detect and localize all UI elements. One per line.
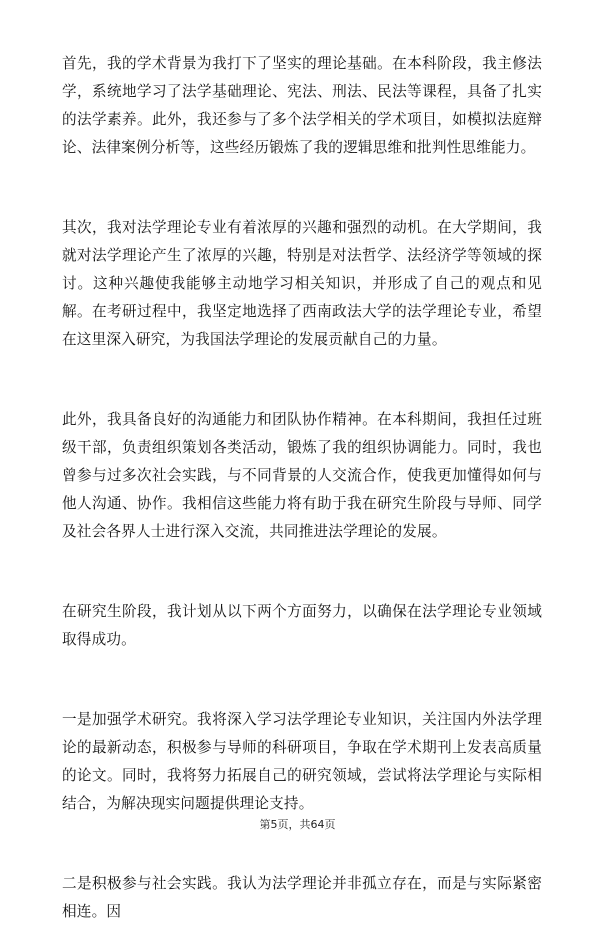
paragraph-graduate-plan: 在研究生阶段，我计划从以下两个方面努力，以确保在法学理论专业领域取得成功。	[62, 603, 542, 648]
paragraph-social-practice: 二是积极参与社会实践。我认为法学理论并非孤立存在，而是与实际紧密相连。因	[62, 875, 542, 920]
document-body	[62, 50, 542, 926]
paragraph-interest-motivation: 其次，我对法学理论专业有着浓厚的兴趣和强烈的动机。在大学期间，我就对法学理论产生了浓厚的兴趣，特别是对法哲学、法经济学等领域的探讨。这种兴趣使我能够主动地学习相关知识，并形成了自己的观点和见解。在考研过程中，我坚定地选择了西南政法大学的法学理论专业，希望在这里深入研究，为我国法学理论的发展贡献自己的力量。	[62, 219, 542, 348]
paragraph-academic-research: 一是加强学术研究。我将深入学习法学理论专业知识，关注国内外法学理论的最新动态，积极参与导师的科研项目，争取在学术期刊上发表高质量的论文。同时，我将努力拓展自己的研究领域，尝试将法学理论与实际相结合，为解决现实问题提供理论支持。	[62, 711, 542, 812]
paragraph-academic-background: 首先，我的学术背景为我打下了坚实的理论基础。在本科阶段，我主修法学，系统地学习了法学基础理论、宪法、刑法、民法等课程，具备了扎实的法学素养。此外，我还参与了多个法学相关的学术项目，如模拟法庭辩论、法律案例分析等，这些经历锻炼了我的逻辑思维和批判性思维能力。	[62, 55, 542, 156]
page-number-footer: 第5页，共64页	[259, 818, 336, 831]
paragraph-communication-teamwork: 此外，我具备良好的沟通能力和团队协作精神。在本科期间，我担任过班级干部，负责组织策划各类活动，锻炼了我的组织协调能力。同时，我也曾参与过多次社会实践，与不同背景的人交流合作，使我更加懂得如何与他人沟通、协作。我相信这些能力将有助于我在研究生阶段与导师、同学及社会各界人士进行深入交流，共同推进法学理论的发展。	[62, 411, 542, 540]
